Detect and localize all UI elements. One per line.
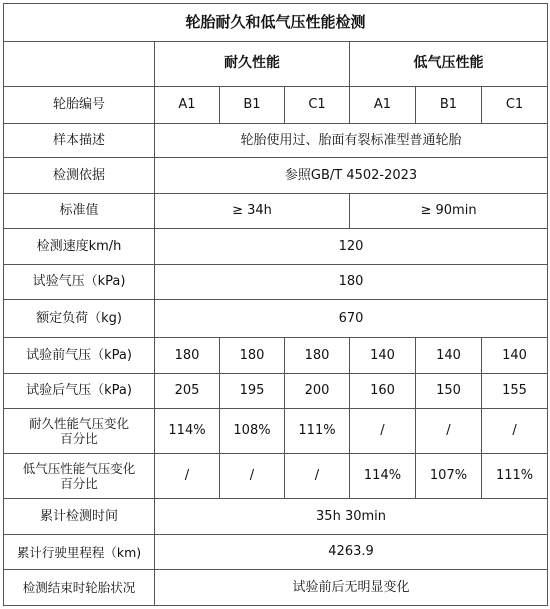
merged-cell: 120 xyxy=(155,229,548,265)
cumulative-time-row xyxy=(4,499,548,535)
row-label-line1: 低气压性能气压变化 xyxy=(22,460,136,476)
cell: 205 xyxy=(155,374,220,409)
row-label: 累计行驶里程程（km) xyxy=(4,534,155,570)
row-label-line2: 百分比 xyxy=(60,475,98,491)
low-pressure-header: 低气压性能 xyxy=(350,41,548,87)
standard-row xyxy=(4,193,548,229)
cell: / xyxy=(350,408,416,453)
cell: 107% xyxy=(416,453,482,499)
row-label: 试验后气压（kPa) xyxy=(4,374,155,409)
speed-row xyxy=(4,229,548,265)
cell: 140 xyxy=(482,337,548,374)
cell: 114% xyxy=(350,453,416,499)
cell: 111% xyxy=(285,408,350,453)
cell: C1 xyxy=(482,87,548,124)
merged-cell: 4263.9 xyxy=(155,534,548,570)
row-label: 样本描述 xyxy=(4,123,155,158)
cell: / xyxy=(482,408,548,453)
row-label-line1: 耐久性能气压变化 xyxy=(28,415,129,431)
cell: 114% xyxy=(155,408,220,453)
empty-corner-cell xyxy=(4,41,155,87)
cell: 140 xyxy=(350,337,416,374)
cell: 180 xyxy=(285,337,350,374)
durability-pct-row xyxy=(4,408,548,453)
cell: 195 xyxy=(220,374,285,409)
rated-load-row xyxy=(4,300,548,338)
tire-id-row xyxy=(4,87,548,124)
end-condition-row xyxy=(4,570,548,606)
row-label: 检测结束时轮胎状况 xyxy=(4,570,155,606)
merged-cell: 670 xyxy=(155,300,548,338)
tire-test-table xyxy=(3,3,548,606)
low-pressure-pct-row xyxy=(4,453,548,499)
merged-cell: 轮胎使用过、胎面有裂标准型普通轮胎 xyxy=(155,123,548,158)
cell: B1 xyxy=(416,87,482,124)
cell: 180 xyxy=(220,337,285,374)
table-title: 轮胎耐久和低气压性能检测 xyxy=(4,4,548,42)
cell: 180 xyxy=(155,337,220,374)
post-pressure-row xyxy=(4,374,548,409)
test-basis-row xyxy=(4,158,548,194)
cell: A1 xyxy=(155,87,220,124)
merged-cell: 180 xyxy=(155,264,548,300)
row-label: 试验气压（kPa) xyxy=(4,264,155,300)
cell: / xyxy=(155,453,220,499)
cumulative-mileage-row xyxy=(4,534,548,570)
cell: C1 xyxy=(285,87,350,124)
row-label: 检测速度km/h xyxy=(4,229,155,265)
row-label xyxy=(4,408,155,453)
cell: / xyxy=(285,453,350,499)
cell: 108% xyxy=(220,408,285,453)
row-label xyxy=(4,453,155,499)
row-label: 检测依据 xyxy=(4,158,155,194)
row-label: 轮胎编号 xyxy=(4,87,155,124)
sample-desc-row xyxy=(4,123,548,158)
cell: 111% xyxy=(482,453,548,499)
cell: / xyxy=(220,453,285,499)
merged-cell: 35h 30min xyxy=(155,499,548,535)
low-pressure-standard-cell: ≥ 90min xyxy=(350,193,548,229)
test-pressure-row xyxy=(4,264,548,300)
cell: 200 xyxy=(285,374,350,409)
row-label: 额定负荷（kg) xyxy=(4,300,155,338)
durability-standard-cell: ≥ 34h xyxy=(155,193,350,229)
row-label: 标准值 xyxy=(4,193,155,229)
cell: 160 xyxy=(350,374,416,409)
group-header-row xyxy=(4,41,548,87)
merged-cell: 试验前后无明显变化 xyxy=(155,570,548,606)
merged-cell: 参照GB/T 4502-2023 xyxy=(155,158,548,194)
cell: A1 xyxy=(350,87,416,124)
cell: 150 xyxy=(416,374,482,409)
cell: 140 xyxy=(416,337,482,374)
durability-header: 耐久性能 xyxy=(155,41,350,87)
row-label: 试验前气压（kPa) xyxy=(4,337,155,374)
cell: 155 xyxy=(482,374,548,409)
pre-pressure-row xyxy=(4,337,548,374)
title-row xyxy=(4,4,548,42)
row-label: 累计检测时间 xyxy=(4,499,155,535)
row-label-line2: 百分比 xyxy=(60,430,98,446)
cell: / xyxy=(416,408,482,453)
cell: B1 xyxy=(220,87,285,124)
